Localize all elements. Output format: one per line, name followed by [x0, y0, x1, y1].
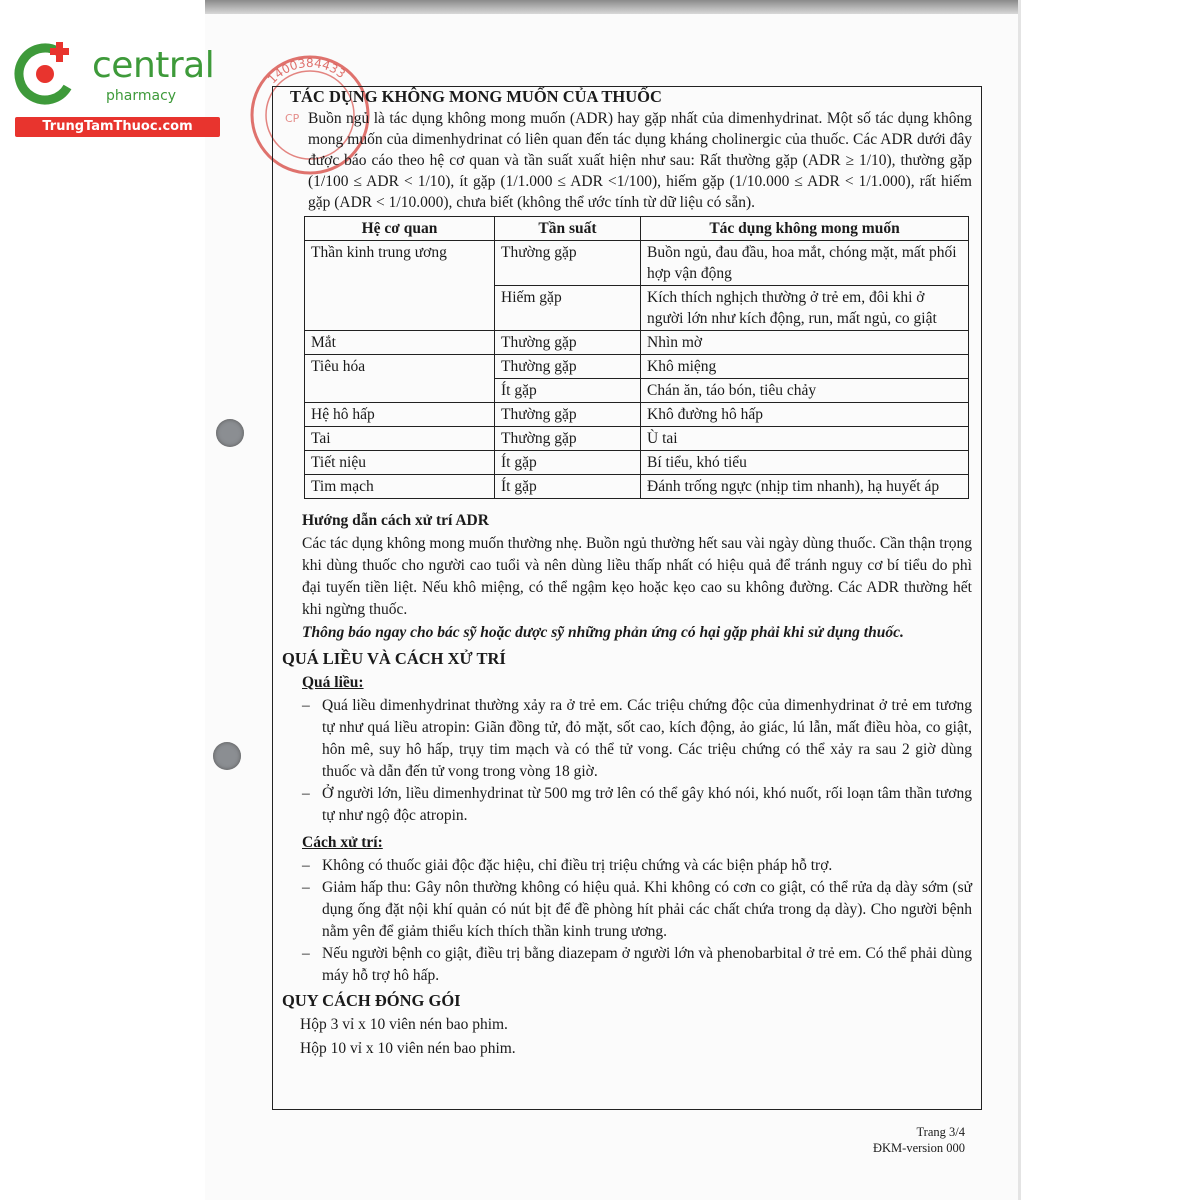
- packing-line: Hộp 3 vỉ x 10 viên nén bao phim.: [300, 1016, 508, 1033]
- treatment-item-text: Nếu người bệnh co giật, điều trị bằng diazepam ở người lớn và phenobarbital ở trẻ em. Có thể phải dùng máy hỗ trợ hô hấp.: [322, 945, 972, 984]
- cell-organ: Tiêu hóa: [305, 355, 495, 403]
- cell-effect: Buồn ngủ, đau đầu, hoa mắt, chóng mặt, mất phối hợp vận động: [641, 241, 969, 286]
- svg-text:1400384433: 1400384433: [265, 55, 349, 87]
- logo-sub-text: pharmacy: [106, 88, 177, 104]
- cell-organ: Tai: [305, 427, 495, 451]
- dash-bullet: –: [302, 857, 310, 874]
- cell-organ: Thần kinh trung ương: [305, 241, 495, 331]
- overdose-subheading: Quá liều:: [302, 674, 364, 691]
- column-header-organ: Hệ cơ quan: [305, 217, 495, 241]
- treatment-item-text: Giảm hấp thu: Gây nôn thường không có hiệu quả. Khi không có cơn co giật, có thể rửa dạ dày sớm (sử dụng ống đặt nội khí quản có nút bịt để đề phòng hít phải các chất chứa trong dạ dày). Cho người bệnh nằm yên để giảm thiểu kích thích thần kinh trung ương.: [322, 879, 972, 940]
- packing-heading: QUY CÁCH ĐÓNG GÓI: [282, 991, 461, 1010]
- cell-frequency: Ít gặp: [495, 379, 641, 403]
- dash-bullet: –: [302, 945, 310, 962]
- table-row: [305, 403, 969, 427]
- table-row: [305, 331, 969, 355]
- binder-hole-top: [216, 419, 244, 447]
- cell-effect: Chán ăn, táo bón, tiêu chảy: [641, 379, 969, 403]
- cell-effect: Bí tiểu, khó tiểu: [641, 451, 969, 475]
- table-row: [305, 451, 969, 475]
- cell-frequency: Hiếm gặp: [495, 286, 641, 331]
- overdose-heading: QUÁ LIỀU VÀ CÁCH XỬ TRÍ: [282, 649, 506, 668]
- cell-effect: Ù tai: [641, 427, 969, 451]
- cell-frequency: Thường gặp: [495, 331, 641, 355]
- adr-table: [304, 216, 969, 499]
- adr-guide-heading: Hướng dẫn cách xử trí ADR: [302, 512, 489, 529]
- adr-guide-text: Các tác dụng không mong muốn thường nhẹ. Buồn ngủ thường hết sau vài ngày dùng thuốc. Cần thận trọng khi dùng thuốc cho người cao tuổi và nên dùng liều thấp nhất có hiệu quả để tránh nguy cơ bí tiểu do phì đại tuyến tiền liệt. Nếu khô miệng, có thể ngậm kẹo hoặc kẹo cao su không đường. Các ADR thường hết khi ngừng thuốc.: [302, 535, 972, 618]
- list-item: [282, 695, 972, 783]
- cell-organ: Tim mạch: [305, 475, 495, 499]
- cell-frequency: Thường gặp: [495, 427, 641, 451]
- dash-bullet: –: [302, 879, 310, 896]
- cell-frequency: Thường gặp: [495, 241, 641, 286]
- column-header-frequency: Tần suất: [495, 217, 641, 241]
- adr-table-header-row: [305, 217, 969, 241]
- list-item: [282, 855, 972, 877]
- dash-bullet: –: [302, 697, 310, 714]
- cell-effect: Khô đường hô hấp: [641, 403, 969, 427]
- adr-intro: Buồn ngủ là tác dụng không mong muốn (ADR) hay gặp nhất của dimenhydrinat. Một số tác dụng không mong muốn của dimenhydrinat có liên quan đến tác dụng kháng cholinergic của thuốc. Các ADR dưới đây được báo cáo theo hệ cơ quan và tần suất xuất hiện như sau: Rất thường gặp (ADR ≥ 1/10), thường gặp (1/100 ≤ ADR < 1/10), ít gặp (1/1.000 ≤ ADR <1/100), hiếm gặp (1/10.000 ≤ ADR < 1/1.000), rất hiếm gặp (ADR < 1/10.000), chưa biết (không thể ước tính từ dữ liệu có sẵn).: [308, 110, 972, 211]
- table-row: [305, 241, 969, 286]
- cell-organ: Hệ hô hấp: [305, 403, 495, 427]
- overdose-item-text: Quá liều dimenhydrinat thường xảy ra ở trẻ em. Các triệu chứng độc của dimenhydrinat ở trẻ em tương tự như quá liều atropin: Giãn đồng tử, đỏ mặt, sốt cao, kích động, ảo giác, lú lẫn, mất điều hòa, co giật, hôn mê, suy hô hấp, trụy tim mạch và có thể tử vong. Các triệu chứng có thể xảy ra sau 2 giờ dùng thuốc và dẫn đến tử vong trong vòng 18 giờ.: [322, 697, 972, 780]
- document-content: [282, 86, 972, 1061]
- treatment-subheading: Cách xử trí:: [302, 834, 383, 851]
- packing-line: Hộp 10 vỉ x 10 viên nén bao phim.: [300, 1040, 516, 1057]
- treatment-item-text: Không có thuốc giải độc đặc hiệu, chỉ điều trị triệu chứng và các biện pháp hỗ trợ.: [322, 857, 833, 874]
- svg-text:CP: CP: [285, 112, 300, 125]
- adr-report-notice: Thông báo ngay cho bác sỹ hoặc dược sỹ những phản ứng có hại gặp phải khi sử dụng thuốc.: [302, 624, 904, 641]
- central-pharmacy-logo[interactable]: [10, 36, 215, 141]
- list-item: [282, 943, 972, 987]
- table-row: [305, 475, 969, 499]
- cell-organ: Mắt: [305, 331, 495, 355]
- binder-hole-bottom: [213, 742, 241, 770]
- cell-effect: Đánh trống ngực (nhịp tim nhanh), hạ huyết áp: [641, 475, 969, 499]
- logo-url-banner[interactable]: TrungTamThuoc.com: [15, 117, 220, 137]
- cell-frequency: Ít gặp: [495, 475, 641, 499]
- cell-effect: Kích thích nghịch thường ở trẻ em, đôi khi ở người lớn như kích động, run, mất ngủ, co giật: [641, 286, 969, 331]
- logo-brand-text: central: [92, 45, 215, 86]
- pharmacy-c-logo-icon: [10, 36, 80, 106]
- column-header-effect: Tác dụng không mong muốn: [641, 217, 969, 241]
- page-number: Trang 3/4: [916, 1125, 965, 1139]
- page-footer: [870, 1124, 965, 1156]
- cell-frequency: Ít gặp: [495, 451, 641, 475]
- list-item: [282, 877, 972, 943]
- scan-top-edge: [205, 0, 1020, 14]
- table-row: [305, 355, 969, 379]
- cell-effect: Khô miệng: [641, 355, 969, 379]
- cell-effect: Nhìn mờ: [641, 331, 969, 355]
- overdose-item-text: Ở người lớn, liều dimenhydrinat từ 500 mg trở lên có thể gây khó nói, khó nuốt, rối loạn tâm thần tương tự như ngộ độc atropin.: [322, 785, 972, 824]
- table-row: [305, 427, 969, 451]
- scan-right-edge: [1018, 0, 1021, 1200]
- cell-organ: Tiết niệu: [305, 451, 495, 475]
- adr-heading: TÁC DỤNG KHÔNG MONG MUỐN CỦA THUỐC: [290, 87, 662, 106]
- cell-frequency: Thường gặp: [495, 403, 641, 427]
- dash-bullet: –: [302, 785, 310, 802]
- cell-frequency: Thường gặp: [495, 355, 641, 379]
- list-item: [282, 783, 972, 827]
- document-version: ĐKM-version 000: [872, 1141, 965, 1155]
